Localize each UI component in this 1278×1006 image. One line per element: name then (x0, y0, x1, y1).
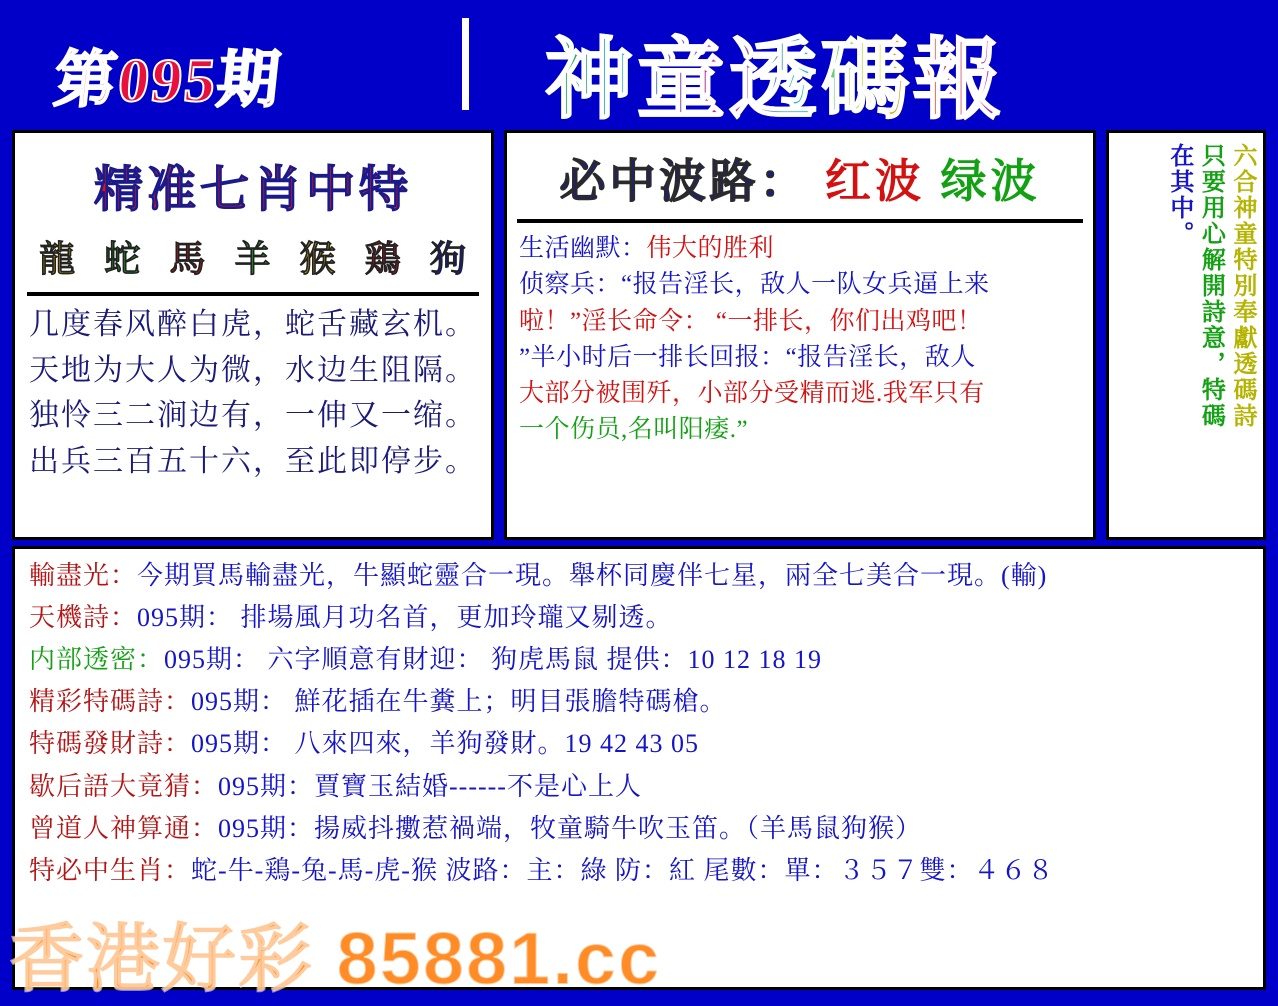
right-column-1: 六合神童特別奉獻透碼詩 (1229, 143, 1255, 429)
joke-block (507, 229, 1093, 449)
bottom-row-7-label: 曾道人神算通： (29, 813, 219, 843)
left-panel (12, 130, 494, 540)
panels-row (12, 130, 1266, 540)
bottom-row-6 (29, 766, 1249, 808)
mid-panel-title (507, 145, 1093, 211)
right-panel (1106, 130, 1266, 540)
zodiac-row (15, 231, 491, 282)
joke-label: 生活幽默： (519, 235, 647, 262)
bottom-row-5-text: 095期： 八來四來，羊狗發財。19 42 43 05 (191, 729, 700, 759)
poem-line-4: 出兵三百五十六，至此即停步。 (29, 444, 477, 478)
page-title: 神童透碼報 (545, 10, 1005, 136)
poem-block (15, 302, 491, 484)
bottom-row-1 (29, 555, 1249, 597)
bottom-row-1-label: 輸盡光： (29, 561, 138, 590)
page-header (0, 0, 1278, 128)
issue-number: 第095期 (50, 47, 285, 115)
bottom-row-2-text: 095期： 排場風月功名首，更加玲瓏又剔透。 (137, 603, 673, 633)
joke-heading (519, 231, 1081, 267)
bottom-row-8 (29, 850, 1249, 892)
zodiac-5: 鶏 (364, 239, 402, 279)
bottom-row-5-label: 特碼發財詩： (29, 729, 192, 759)
joke-line-5: 一个伤员,名叫阳痿.” (519, 416, 749, 444)
bottom-row-4 (29, 681, 1249, 723)
poem-line-1: 几度春风醉白虎，蛇舌藏玄机。 (29, 308, 477, 341)
bottom-row-7 (29, 808, 1249, 850)
bottom-list (12, 546, 1266, 990)
watermark: 香港好彩 85881.cc (10, 917, 662, 1000)
zodiac-0: 龍 (39, 239, 77, 279)
bottom-row-2-label: 天機詩： (29, 603, 138, 633)
mid-divider (517, 219, 1083, 223)
bottom-row-4-label: 精彩特碼詩： (29, 687, 192, 717)
zodiac-4: 猴 (299, 239, 337, 279)
zodiac-3: 羊 (234, 239, 272, 279)
bottom-row-6-label: 歇后語大竟猜： (29, 771, 219, 801)
wave-green: 绿波 (940, 156, 1041, 207)
poem-line-3: 独怜三二涧边有，一伸又一缩。 (29, 399, 477, 433)
joke-line-3: ”半小时后一排长回报：“报告淫长，敌人 (519, 343, 976, 371)
left-divider (27, 292, 479, 296)
zodiac-2: 馬 (169, 239, 207, 279)
right-column-2: 只要用心解開詩意，特碼 (1197, 143, 1224, 429)
bottom-row-8-text: 蛇-牛-鶏-兔-馬-虎-猴 波路：主：綠 防：紅 尾數：單：３５７雙：４６８ (191, 855, 1055, 885)
mid-panel (504, 130, 1096, 540)
left-panel-title: 精准七肖中特 (93, 162, 412, 217)
bottom-row-6-text: 095期：賈寶玉結婚------不是心上人 (218, 771, 642, 801)
header-divider (462, 18, 469, 110)
right-column-3: 在其中。 (1165, 143, 1192, 247)
joke-line-4: 大部分被围歼，小部分受精而逃.我军只有 (519, 380, 985, 407)
bottom-row-4-text: 095期： 鮮花插在牛糞上；明目張膽特碼槍。 (191, 687, 727, 717)
bottom-row-5 (29, 723, 1249, 765)
bottom-row-3-label: 内部透密： (29, 645, 165, 675)
wave-red: 红波 (825, 156, 925, 207)
joke-line-2: 啦！”淫长命令： “一排长，你们出鸡吧！ (519, 307, 983, 335)
bottom-row-3-text: 095期： 六字順意有財迎： 狗虎馬鼠 提供：10 12 18 19 (164, 645, 823, 675)
poem-line-2: 天地为大人为微，水边生阻隔。 (29, 353, 477, 387)
bottom-row-1-text: 今期買馬輸盡光，牛顯蛇靈合一現。舉杯同慶伴七星，兩全七美合一現。(輸) (137, 561, 1048, 590)
joke-line-1: 侦察兵：“报告淫长，敌人一队女兵逼上来 (519, 271, 990, 299)
zodiac-1: 蛇 (104, 239, 142, 279)
joke-title: 伟大的胜利 (646, 235, 775, 262)
wave-label: 必中波路： (559, 156, 810, 207)
bottom-row-7-text: 095期：揚威抖擻惹禍端，牧童騎牛吹玉笛。（羊馬鼠狗猴） (218, 813, 923, 843)
zodiac-6: 狗 (429, 239, 467, 279)
bottom-row-8-label: 特必中生肖： (29, 855, 192, 885)
bottom-row-3 (29, 639, 1249, 681)
bottom-row-2 (29, 597, 1249, 639)
